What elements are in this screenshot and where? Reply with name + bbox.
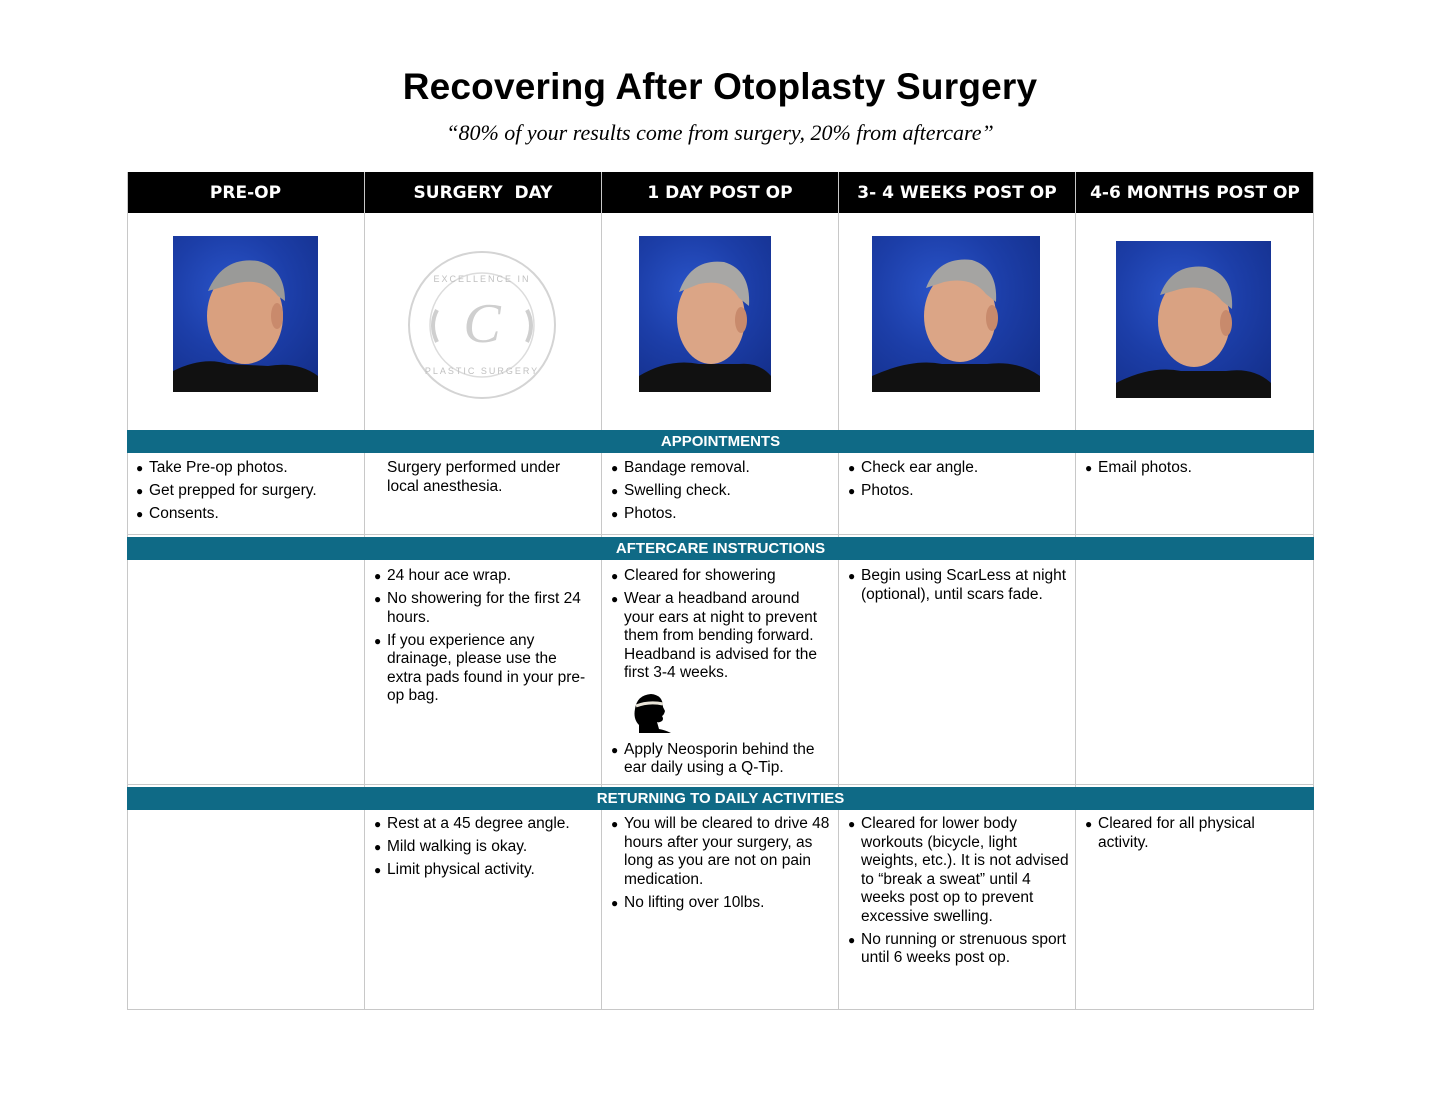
appointments-surgery xyxy=(374,459,594,496)
list-item: ● Cleared for all physical activity. xyxy=(1085,815,1307,852)
page-title: Recovering After Otoplasty Surgery xyxy=(402,66,1038,107)
list-item: ● Limit physical activity. xyxy=(374,861,594,880)
section-band-activities: RETURNING TO DAILY ACTIVITIES xyxy=(127,787,1314,810)
list-item: ● Bandage removal. xyxy=(611,459,833,478)
activities-weeks xyxy=(848,815,1070,972)
column-header-3-4-weeks: 3- 4 WEEKS POST OP xyxy=(839,172,1075,213)
list-item: ● Take Pre-op photos. xyxy=(136,459,358,478)
column-header-surgery-day xyxy=(365,172,601,213)
activities-day1 xyxy=(611,815,833,917)
grid-line xyxy=(1313,172,1314,1010)
aftercare-surgery xyxy=(374,567,594,710)
grid-line xyxy=(127,1009,1314,1010)
weeks-patient-photo xyxy=(872,236,1040,392)
list-item: ● Get prepped for surgery. xyxy=(136,482,358,501)
list-item: Surgery performed under local anesthesia. xyxy=(387,459,561,495)
list-item: ● Consents. xyxy=(136,505,358,524)
aftercare-weeks xyxy=(848,567,1070,609)
appointments-preop xyxy=(136,459,358,528)
grid-line xyxy=(601,172,602,1010)
logo-top-text: EXCELLENCE IN xyxy=(433,274,531,284)
column-header-preop: PRE-OP xyxy=(127,172,364,213)
appointments-day1 xyxy=(611,459,833,528)
activities-months xyxy=(1085,815,1307,857)
list-item: ● Mild walking is okay. xyxy=(374,838,594,857)
preop-patient-photo xyxy=(173,236,318,392)
list-item: ● No showering for the first 24 hours. xyxy=(374,590,594,627)
list-item: ● You will be cleared to drive 48 hours after your surgery, as long as you are not on pain medication. xyxy=(611,815,833,889)
list-item: ● Check ear angle. xyxy=(848,459,1070,478)
column-header-surgery-day-label: SURGERY DAY xyxy=(413,182,553,203)
list-item: ● Swelling check. xyxy=(611,482,833,501)
grid-line xyxy=(127,534,1314,535)
section-band-appointments: APPOINTMENTS xyxy=(127,430,1314,453)
column-header-4-6-months: 4-6 MONTHS POST OP xyxy=(1076,172,1314,213)
grid-line xyxy=(1075,172,1076,1010)
list-item: ● Photos. xyxy=(848,482,1070,501)
appointments-months xyxy=(1085,459,1307,482)
grid-line xyxy=(364,172,365,1010)
list-item: ● If you experience any drainage, please use the extra pads found in your pre-op bag. xyxy=(374,632,594,706)
logo-bottom-text: PLASTIC SURGERY xyxy=(424,366,540,376)
aftercare-day1 xyxy=(611,567,833,782)
list-item: ● Begin using ScarLess at night (optional), until scars fade. xyxy=(848,567,1070,604)
section-band-aftercare: AFTERCARE INSTRUCTIONS xyxy=(127,537,1314,560)
activities-surgery xyxy=(374,815,594,884)
page-subtitle: “80% of your results come from surgery, 20% from aftercare” xyxy=(446,120,994,145)
list-item: ● Apply Neosporin behind the ear daily using a Q-Tip. xyxy=(611,741,833,778)
list-item: ● Wear a headband around your ears at night to prevent them from bending forward. Headband is advised for the first 3-4 weeks. xyxy=(611,590,833,683)
list-item: ● No running or strenuous sport until 6 weeks post op. xyxy=(848,931,1070,968)
list-item: ● Email photos. xyxy=(1085,459,1307,478)
list-item: ● 24 hour ace wrap. xyxy=(374,567,594,586)
grid-line xyxy=(127,172,128,1010)
day1-patient-photo xyxy=(639,236,771,392)
list-item: ● Rest at a 45 degree angle. xyxy=(374,815,594,834)
list-item: ● Cleared for showering xyxy=(611,567,833,586)
grid-line xyxy=(838,172,839,1010)
list-item: ● Photos. xyxy=(611,505,833,524)
list-item: ● Cleared for lower body workouts (bicycle, light weights, etc.). It is not advised to “break a sweat” until 4 weeks post op to prevent excessive swelling. xyxy=(848,815,1070,926)
logo-monogram: C xyxy=(463,293,501,355)
column-header-1-day: 1 DAY POST OP xyxy=(602,172,838,213)
grid-line xyxy=(127,784,1314,785)
headband-silhouette-icon xyxy=(629,689,671,733)
appointments-weeks xyxy=(848,459,1070,505)
recovery-table xyxy=(127,172,1314,1010)
clinic-logo xyxy=(407,250,557,400)
months-patient-photo xyxy=(1116,241,1271,398)
list-item: ● No lifting over 10lbs. xyxy=(611,894,833,913)
